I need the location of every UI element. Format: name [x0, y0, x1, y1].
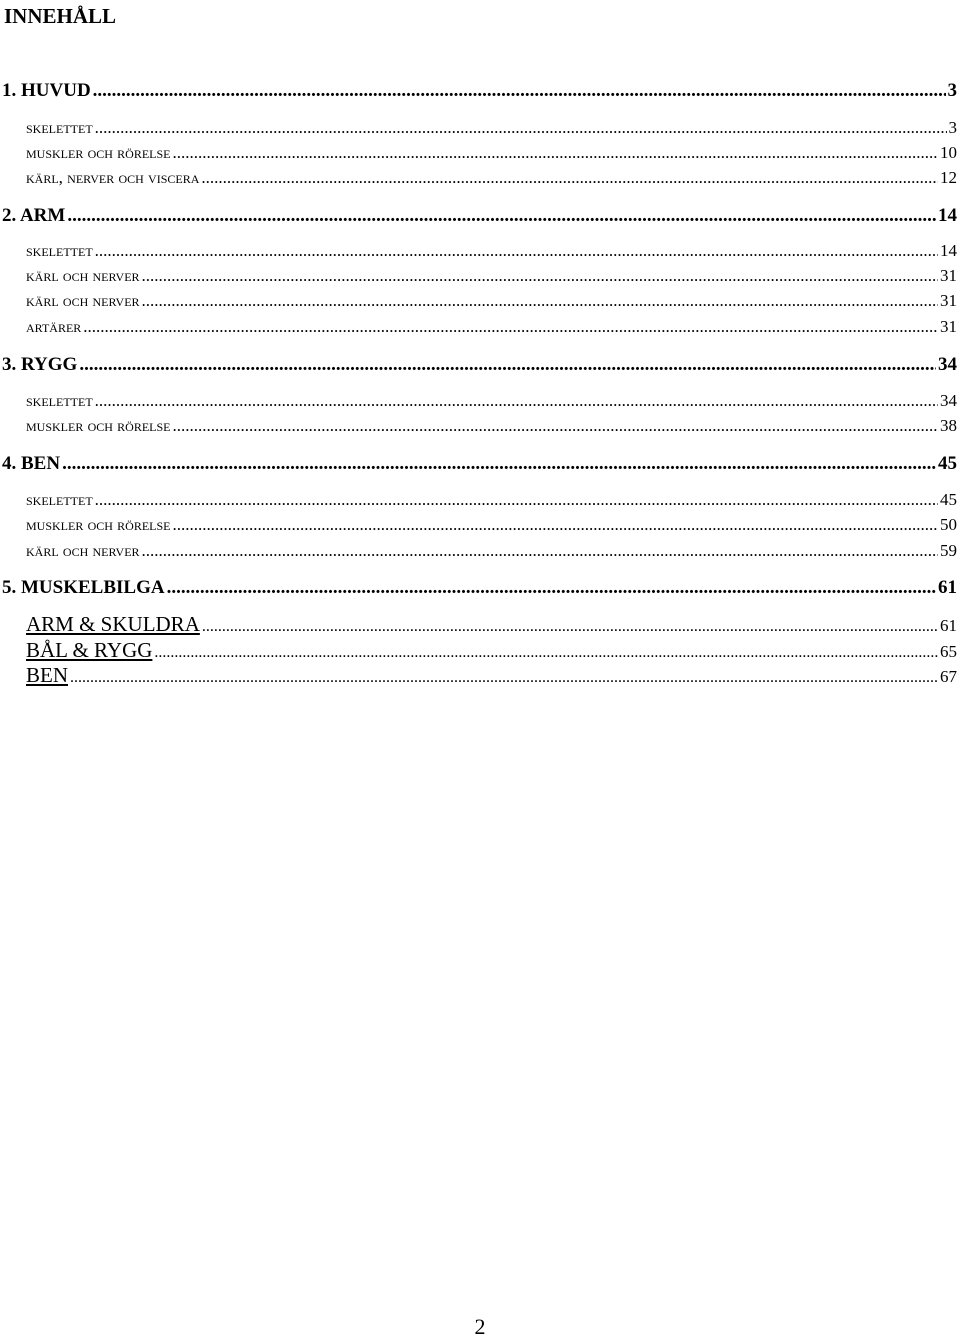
toc-entry-label: ARM & SKULDRA [26, 612, 200, 636]
toc-entry-page: 50 [940, 515, 957, 534]
toc-entry-arm-karl-2[interactable] [26, 291, 957, 311]
toc-entry-label: muskler och rörelse [26, 515, 171, 534]
toc-entry-label: muskler och rörelse [26, 143, 171, 162]
toc-entry-label: 3. RYGG [2, 354, 78, 375]
toc-entry-label: BÅL & RYGG [26, 638, 153, 662]
toc-entry-ben[interactable] [2, 453, 957, 475]
toc-entry-arm-karl-1[interactable] [26, 266, 957, 286]
dot-leader [154, 644, 938, 662]
dot-leader [70, 669, 938, 687]
toc-entry-label: skelettet [26, 118, 93, 137]
toc-entry-label: kärl och nerver [26, 541, 140, 560]
dot-leader [173, 143, 938, 163]
toc-entry-page: 61 [940, 616, 957, 635]
toc-entry-bal-rygg[interactable] [26, 638, 957, 663]
dot-leader [95, 241, 938, 261]
toc-entry-label: skelettet [26, 241, 93, 260]
toc-entry-huvud-muskler[interactable] [26, 143, 957, 163]
toc-entry-ben-karl[interactable] [26, 541, 957, 561]
dot-leader [83, 317, 938, 337]
toc-entry-label: kärl och nerver [26, 291, 140, 310]
toc-entry-page: 14 [940, 241, 957, 260]
toc-entry-page: 45 [938, 453, 957, 474]
toc-entry-label: 5. MUSKELBILGA [2, 577, 165, 598]
toc-entry-page: 31 [940, 291, 957, 310]
dot-leader [79, 354, 936, 376]
toc-entry-arm-skelettet[interactable] [26, 241, 957, 261]
dot-leader [142, 266, 938, 286]
toc-entry-page: 34 [940, 391, 957, 410]
toc-entry-label: skelettet [26, 490, 93, 509]
toc-entry-arm-skuldra[interactable] [26, 612, 957, 637]
dot-leader [95, 391, 938, 411]
toc-entry-label: 4. BEN [2, 453, 61, 474]
dot-leader [201, 168, 938, 188]
dot-leader [173, 416, 938, 436]
toc-entry-page: 14 [938, 205, 957, 226]
toc-entry-huvud-skelettet[interactable] [26, 118, 957, 138]
dot-leader [67, 205, 936, 227]
toc-entry-ben-bilga[interactable] [26, 663, 957, 688]
dot-leader [142, 291, 938, 311]
toc-entry-page: 10 [940, 143, 957, 162]
toc-entry-page: 38 [940, 416, 957, 435]
toc-entry-label: skelettet [26, 391, 93, 410]
toc-entry-rygg[interactable] [2, 354, 957, 376]
toc-entry-label: artärer [26, 317, 82, 336]
toc-entry-arm[interactable] [2, 205, 957, 227]
toc-entry-label: BEN [26, 663, 68, 687]
toc-entry-page: 67 [940, 667, 957, 686]
toc-entry-ben-muskler[interactable] [26, 515, 957, 535]
toc-entry-ben-skelettet[interactable] [26, 490, 957, 510]
toc-entry-page: 61 [938, 577, 957, 598]
toc-entry-label: 1. HUVUD [2, 80, 91, 101]
dot-leader [202, 618, 938, 636]
page-number: 2 [474, 1314, 486, 1339]
dot-leader [95, 490, 938, 510]
toc-entry-page: 34 [938, 354, 957, 375]
toc-entry-label: muskler och rörelse [26, 416, 171, 435]
page-title: INNEHÅLL [4, 4, 117, 28]
toc-entry-page: 59 [940, 541, 957, 560]
toc-entry-label: 2. ARM [2, 205, 66, 226]
toc-entry-page: 12 [940, 168, 957, 187]
dot-leader [93, 80, 946, 102]
toc-entry-huvud[interactable] [2, 80, 957, 102]
toc-entry-muskelbilga[interactable] [2, 577, 957, 599]
toc-entry-page: 65 [940, 642, 957, 661]
dot-leader [167, 577, 936, 599]
toc-entry-page: 45 [940, 490, 957, 509]
toc-entry-rygg-muskler[interactable] [26, 416, 957, 436]
toc-entry-rygg-skelettet[interactable] [26, 391, 957, 411]
toc-entry-arm-artarer[interactable] [26, 317, 957, 337]
toc-entry-page: 31 [940, 317, 957, 336]
toc-entry-label: kärl och nerver [26, 266, 140, 285]
dot-leader [173, 515, 938, 535]
toc-entry-label: kärl, nerver och viscera [26, 168, 200, 187]
dot-leader [62, 453, 936, 475]
toc-entry-page: 3 [948, 118, 957, 137]
toc-entry-page: 3 [947, 80, 957, 101]
dot-leader [142, 541, 938, 561]
toc-entry-page: 31 [940, 266, 957, 285]
dot-leader [95, 118, 947, 138]
toc-entry-huvud-karl[interactable] [26, 168, 957, 188]
